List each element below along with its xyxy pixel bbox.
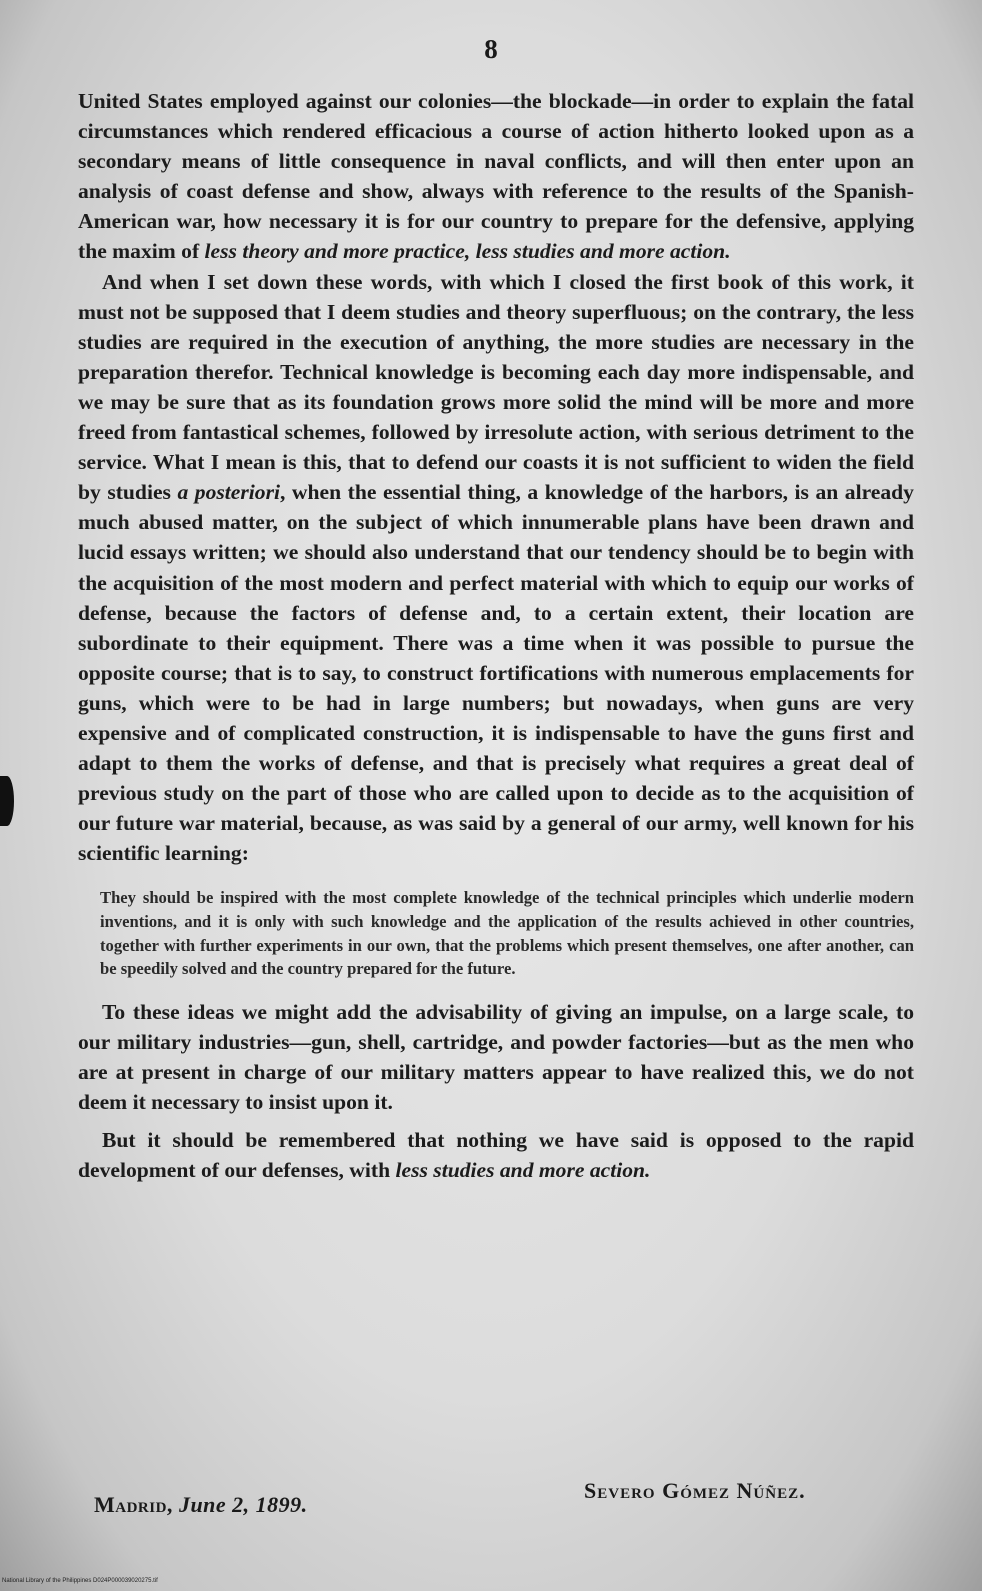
paragraph-gap: [78, 1117, 914, 1125]
paragraph-2-italic-term: a posteriori: [177, 480, 280, 505]
author-signature: Severo Gómez Núñez.: [584, 1478, 806, 1503]
dateline-place: Madrid,: [94, 1492, 173, 1517]
paragraph-1: [78, 86, 914, 267]
paragraph-2-text-start: And when I set down these words, with which I closed the first book of this work, it must not be supposed that I deem studies and theory superfluous; on the contrary, the less studies are required in the execution of anything, the more studies are necessary in the preparation therefor. Technical knowledge is becoming each day more indispensable, and we may be sure that as its foundation grows more solid the mind will be more and more freed from fantastical schemes, followed by irresolute action, with serious detriment to the service. What I mean is this, that to defend our coasts it is not sufficient to widen the field by studies: [78, 269, 914, 505]
page-number: 8: [484, 34, 498, 64]
paragraph-4-text: But it should be remembered that nothing we have said is opposed to the rapid development of our defenses, with: [78, 1128, 914, 1183]
paragraph-2-text-end: , when the essential thing, a knowledge of the harbors, is an already much abused matter, on the subject of which innumerable plans have been drawn and lucid essays written; we should also understand that our tendency should be to begin with the acquisition of the most modern and perfect material with which to equip our works of defense, because the factors of defense and, to a certain extent, their location are subordinate to their equipment. There was a time when it was possible to pursue the opposite course; that is to say, to construct fortifications with numerous emplacements for guns, which were to be had in large numbers; but nowadays, when guns are very expensive and of complicated construction, it is indispensable to have the guns first and adapt to them the works of defense, and that is precisely what requires a great deal of previous study on the part of those who are called upon to decide as to the acquisition of our future war material, because, as was said by a general of our army, well known for his scientific learning:: [78, 480, 914, 866]
paragraph-2: [78, 267, 914, 869]
paragraph-1-text: United States employed against our colonies—the blockade—in order to explain the fatal circumstances which rendered efficacious a course of action hitherto looked upon as a secondary means of little consequence in naval conflicts, and will then enter upon an analysis of coast defense and show, always with reference to the results of the Spanish-American war, how necessary it is for our country to prepare for the defensive, applying the maxim of: [78, 89, 914, 264]
scan-credit-footer: National Library of the Philippines D024P000039020275.tif: [2, 1578, 158, 1584]
scan-edge-mark: [0, 776, 14, 826]
paragraph-4: [78, 1125, 914, 1185]
paragraph-4-emphasis: less studies and more action.: [395, 1158, 651, 1183]
dateline: [94, 1492, 308, 1518]
paragraph-3: To these ideas we might add the advisability of giving an impulse, on a large scale, to our military industries—gun, shell, cartridge, and powder factories—but as the men who are at present in charge of our military matters appear to have realized this, we do not deem it necessary to insist upon it.: [78, 999, 914, 1115]
block-quotation: They should be inspired with the most complete knowledge of the technical principles which underlie modern inventions, and it is only with such knowledge and the application of the results achieved in other countries, together with further experiments in our own, that the problems which present themselves, one after another, can be speedily solved and the country prepared for the future.: [100, 888, 914, 979]
dateline-date: June 2, 1899.: [178, 1492, 308, 1517]
paragraph-1-emphasis: less theory and more practice, less studies and more action.: [204, 239, 731, 264]
page-body: [78, 86, 914, 1185]
